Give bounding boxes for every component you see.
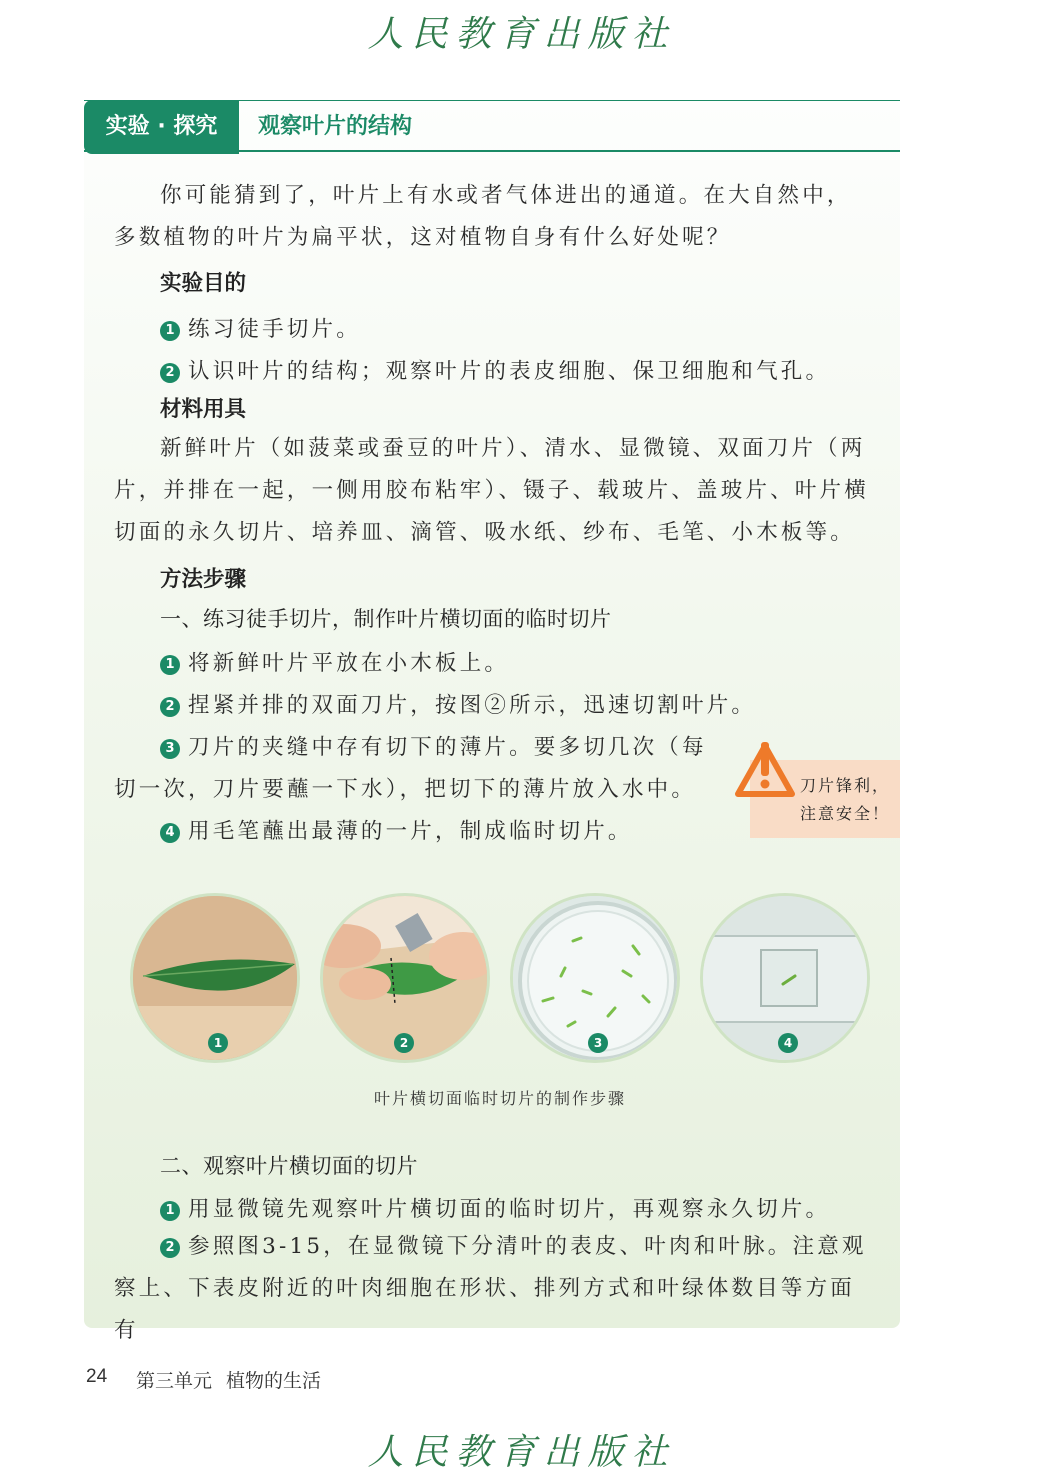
part1-step-3-continued: 切一次，刀片要蘸一下水），把切下的薄片放入水中。 bbox=[114, 777, 697, 802]
step-text: 参照图3-15，在显微镜下分清叶的表皮、叶肉和叶脉。注意观察上、下表皮附近的叶肉细胞在形状、排列方式和叶绿体数目等方面有 bbox=[114, 1234, 867, 1343]
figure-badge-1: 1 bbox=[208, 1033, 228, 1053]
step-text: 捏紧并排的双面刀片，按图②所示，迅速切割叶片。 bbox=[188, 693, 757, 718]
step-number-badge: 1 bbox=[160, 321, 180, 341]
purpose-item-text: 练习徒手切片。 bbox=[188, 317, 361, 342]
figure-caption: 叶片横切面临时切片的制作步骤 bbox=[373, 1089, 626, 1108]
photo-leaf-on-board bbox=[130, 893, 300, 1063]
purpose-heading: 实验目的 bbox=[160, 271, 247, 296]
part1-step-2 bbox=[160, 688, 756, 719]
part2-title: 二、观察叶片横切面的切片 bbox=[160, 1154, 418, 1178]
step-number-badge: 2 bbox=[160, 697, 180, 717]
photo-cutting-leaf bbox=[320, 893, 490, 1063]
purpose-item-text: 认识叶片的结构；观察叶片的表皮细胞、保卫细胞和气孔。 bbox=[188, 359, 831, 384]
purpose-item-2 bbox=[160, 354, 830, 385]
step-number-badge: 1 bbox=[160, 655, 180, 675]
part1-step-3 bbox=[160, 730, 707, 761]
section-tag: 实验 · 探究 bbox=[84, 100, 239, 154]
methods-heading: 方法步骤 bbox=[160, 567, 247, 592]
materials-paragraph: 新鲜叶片（如菠菜或蚕豆的叶片）、清水、显微镜、双面刀片（两片，并排在一起，一侧用胶布粘牢）、镊子、载玻片、盖玻片、叶片横切面的永久切片、培养皿、滴管、吸水纸、纱布、毛笔、小木板等。 bbox=[114, 436, 869, 545]
warning-text bbox=[800, 772, 890, 828]
publisher-logo-top: 人民教育出版社 bbox=[367, 14, 676, 55]
photo-glass-slide bbox=[700, 893, 870, 1063]
page-number: 24 bbox=[86, 1366, 108, 1387]
step-text: 用毛笔蘸出最薄的一片，制成临时切片。 bbox=[188, 819, 633, 844]
part2-step-2 bbox=[114, 1226, 874, 1352]
step-number-badge: 2 bbox=[160, 1238, 180, 1258]
figure-badge-2: 2 bbox=[394, 1033, 414, 1053]
step-number-badge: 1 bbox=[160, 1201, 180, 1221]
part1-step-1 bbox=[160, 646, 509, 677]
figure-badge-3: 3 bbox=[588, 1033, 608, 1053]
part2-step-1 bbox=[160, 1192, 830, 1223]
materials-heading: 材料用具 bbox=[160, 397, 247, 422]
intro-paragraph: 你可能猜到了，叶片上有水或者气体进出的通道。在大自然中，多数植物的叶片为扁平状，这对植物自身有什么好处呢？ bbox=[114, 183, 852, 250]
warning-line-1: 刀片锋利， bbox=[800, 776, 891, 795]
chapter-title: 植物的生活 bbox=[226, 1371, 322, 1392]
warning-triangle-icon bbox=[734, 740, 796, 802]
photo-petri-dish bbox=[510, 893, 680, 1063]
step-text: 用显微镜先观察叶片横切面的临时切片，再观察永久切片。 bbox=[188, 1197, 831, 1222]
step-number-badge: 2 bbox=[160, 363, 180, 383]
step-number-badge: 4 bbox=[160, 823, 180, 843]
step-text: 刀片的夹缝中存有切下的薄片。要多切几次（每 bbox=[188, 735, 707, 760]
step-number-badge: 3 bbox=[160, 739, 180, 759]
publisher-logo-bottom: 人民教育出版社 bbox=[367, 1432, 676, 1473]
part1-step-4 bbox=[160, 814, 633, 845]
step-text: 将新鲜叶片平放在小木板上。 bbox=[188, 651, 510, 676]
purpose-item-1 bbox=[160, 312, 361, 343]
part1-title: 一、练习徒手切片，制作叶片横切面的临时切片 bbox=[160, 607, 612, 631]
unit-label: 第三单元 bbox=[136, 1371, 213, 1392]
section-title: 观察叶片的结构 bbox=[258, 114, 413, 139]
figure-badge-4: 4 bbox=[778, 1033, 798, 1053]
warning-line-2: 注意安全！ bbox=[800, 804, 891, 823]
